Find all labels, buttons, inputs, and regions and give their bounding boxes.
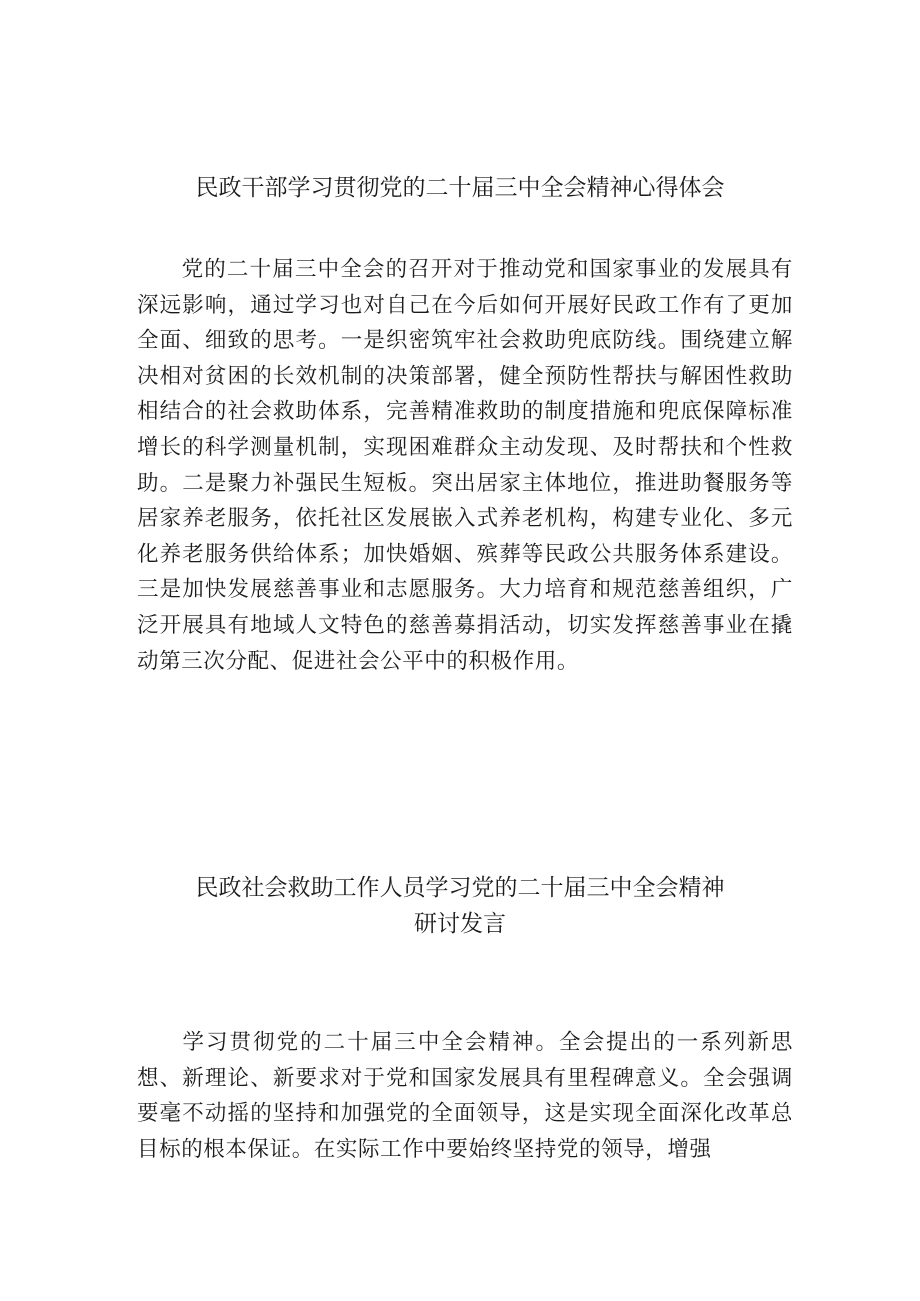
- section-2-body: [137, 1025, 793, 1167]
- section-2-title: [0, 870, 920, 942]
- section-1-body-text: 党的二十届三中全会的召开对于推动党和国家事业的发展具有深远影响，通过学习也对自己在今后如何开展好民政工作有了更加全面、细致的思考。一是织密筑牢社会救助兜底防线。围绕建立解决相对贫困的长效机制的决策部署，健全预防性帮扶与解困性救助相结合的社会救助体系，完善精准救助的制度措施和兜底保障标准增长的科学测量机制，实现困难群众主动发现、及时帮扶和个性救助。二是聚力补强民生短板。突出居家主体地位，推进助餐服务等居家养老服务，依托社区发展嵌入式养老机构，构建专业化、多元化养老服务供给体系；加快婚姻、殡葬等民政公共服务体系建设。三是加快发展慈善事业和志愿服务。大力培育和规范慈善组织，广泛开展具有地域人文特色的慈善募捐活动，切实发挥慈善事业在撬动第三次分配、促进社会公平中的积极作用。: [137, 257, 793, 674]
- section-2-body-text: 学习贯彻党的二十届三中全会精神。全会提出的一系列新思想、新理论、新要求对于党和国家发展具有里程碑意义。全会强调要毫不动摇的坚持和加强党的全面领导，这是实现全面深化改革总目标的根本保证。在实际工作中要始终坚持党的领导，增强: [137, 1030, 793, 1162]
- section-2-title-line-1: 民政社会救助工作人员学习党的二十届三中全会精神: [195, 875, 725, 901]
- section-1-title-text: 民政干部学习贯彻党的二十届三中全会精神心得体会: [195, 175, 725, 201]
- section-2-title-line-2: 研讨发言: [414, 911, 506, 937]
- section-1-title: [0, 170, 920, 206]
- section-1-body: [137, 252, 793, 679]
